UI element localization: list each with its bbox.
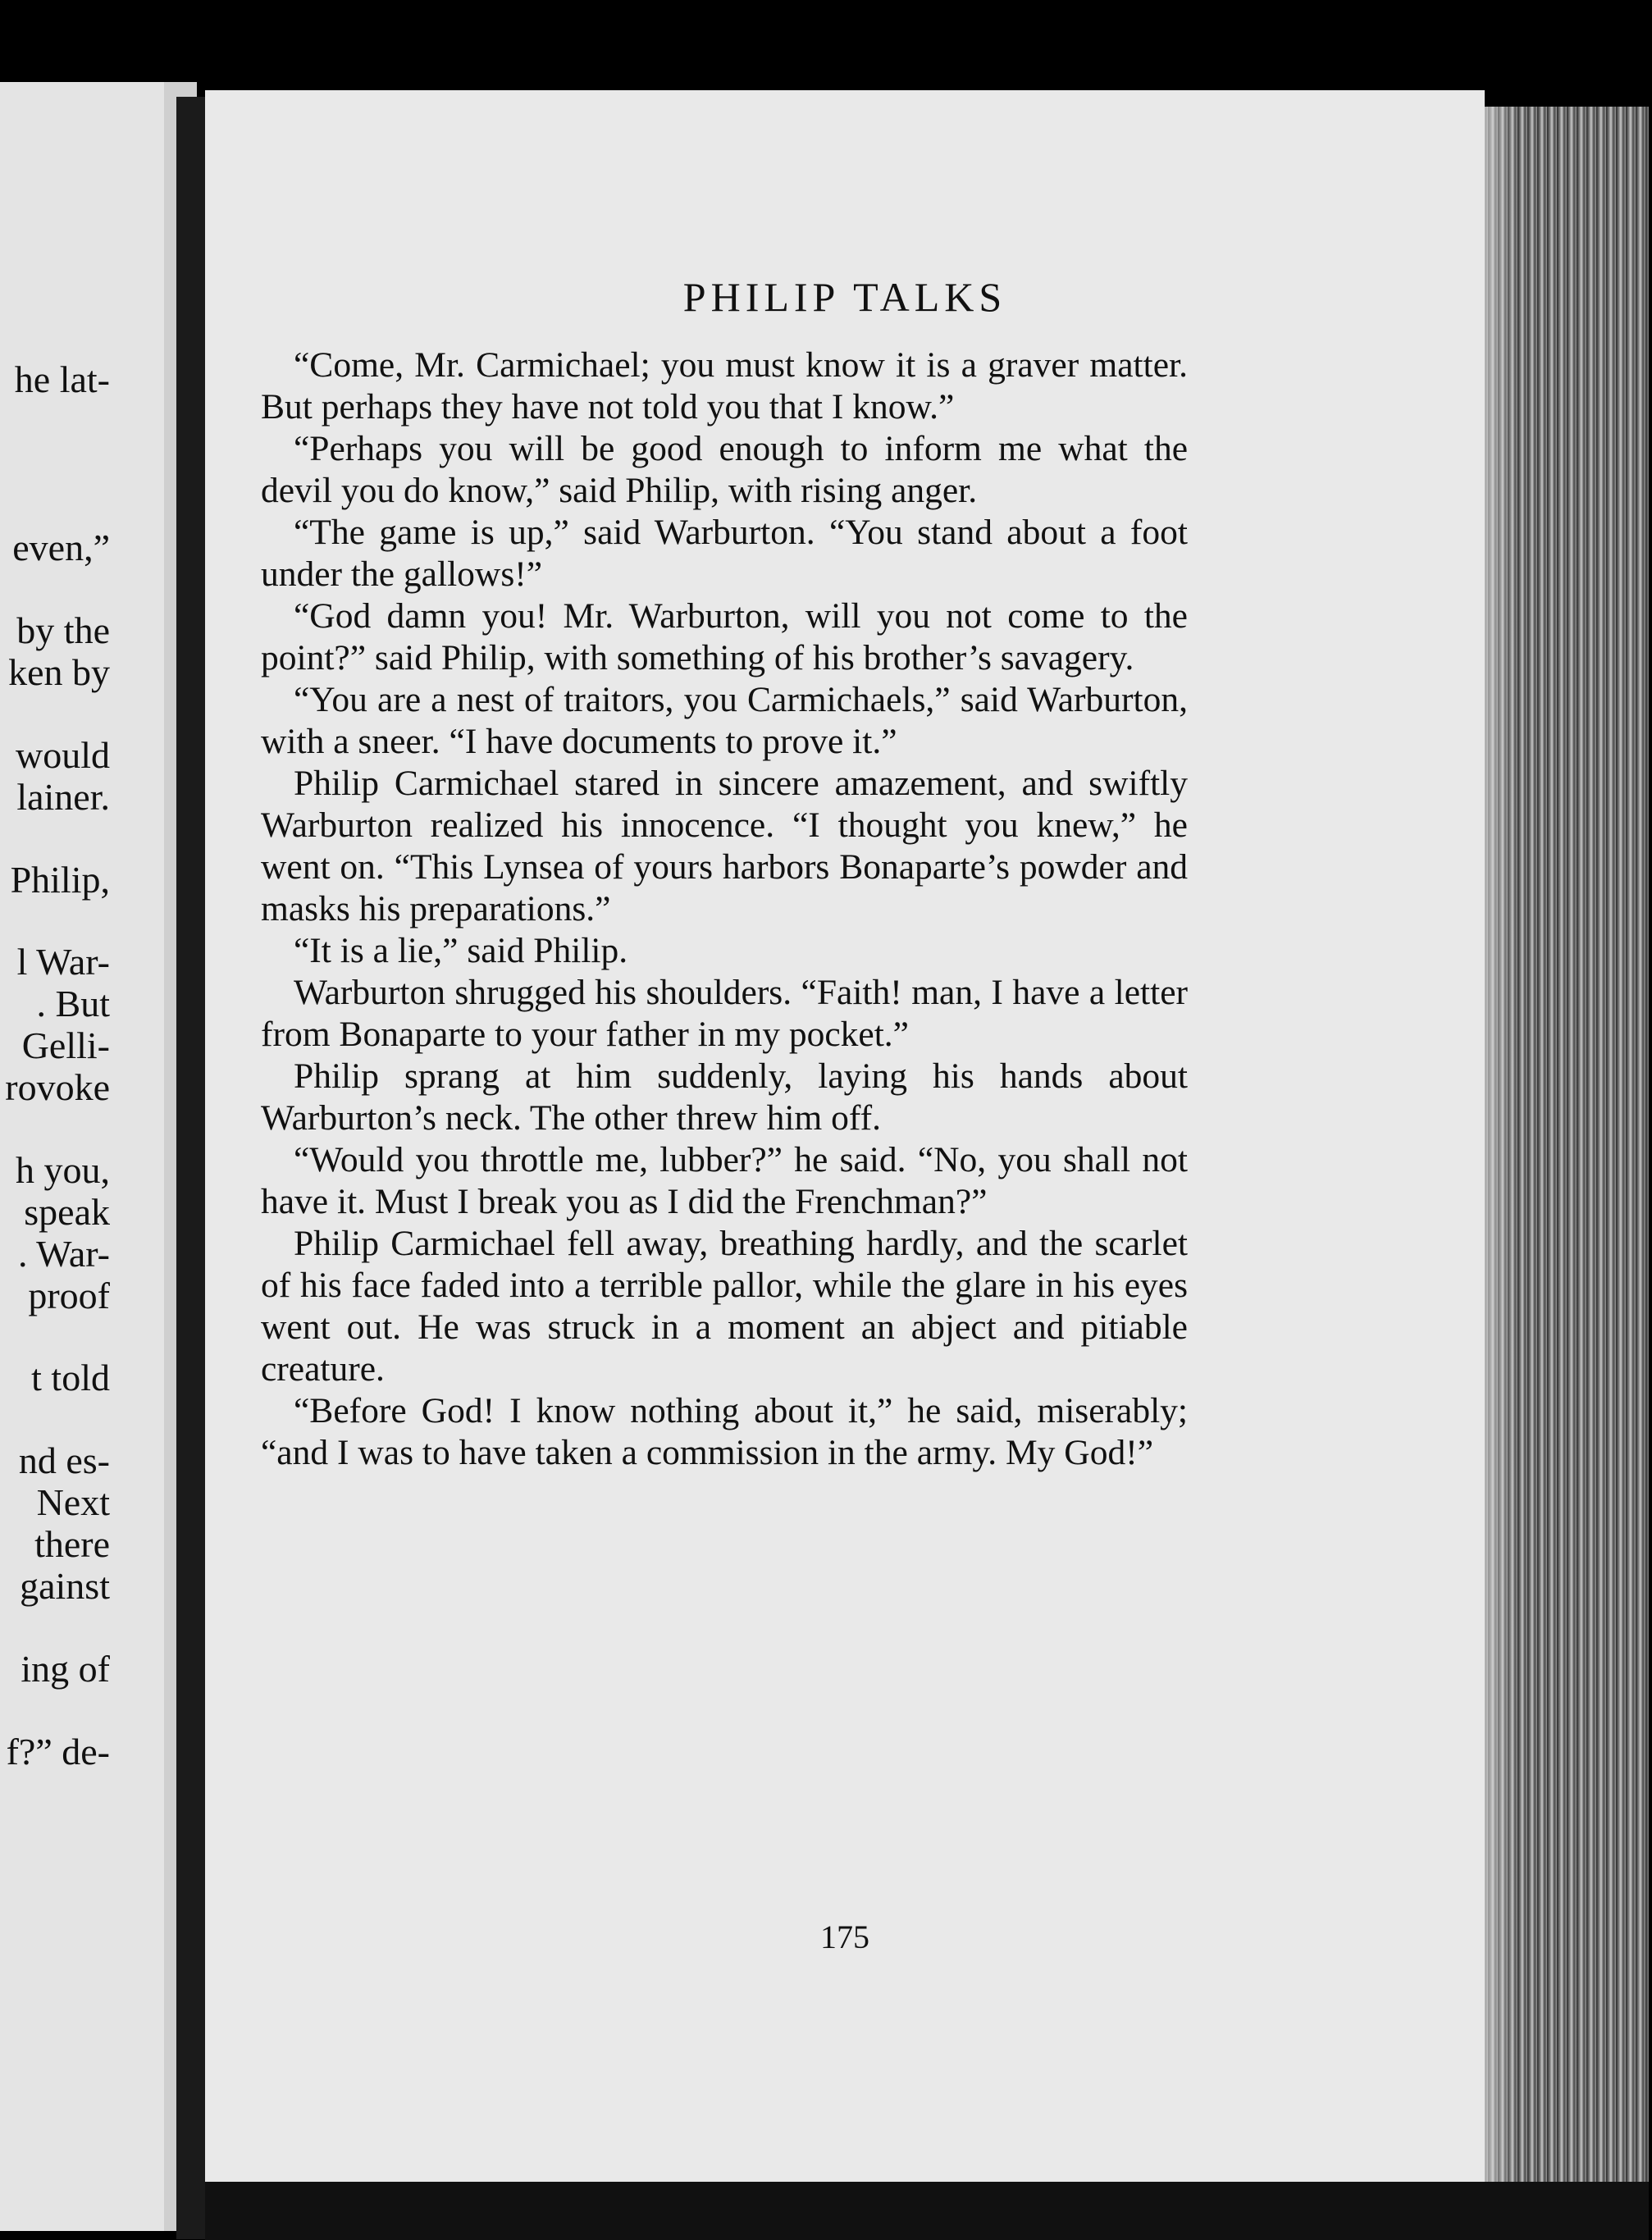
left-line: speak — [24, 1191, 110, 1233]
left-line: Next — [36, 1481, 110, 1523]
left-line: by the — [16, 609, 110, 651]
paragraph: “It is a lie,” said Philip. — [294, 931, 628, 970]
left-page-text — [0, 82, 164, 2231]
left-facing-page — [0, 82, 164, 2231]
book-page — [205, 90, 1485, 2215]
left-line: there — [34, 1523, 110, 1565]
running-head: PHILIP TALKS — [682, 274, 1007, 320]
left-line: nd es- — [18, 1439, 110, 1481]
paragraph: Warburton shrugged his shoulders. “Faith! man, I have a letter from Bonaparte to your father in my pocket.” — [261, 973, 1188, 1054]
left-line: f?” de- — [6, 1731, 110, 1772]
paragraph: “Perhaps you will be good enough to inform me what the devil you do know,” said Philip, with rising anger. — [261, 429, 1188, 510]
left-line: Philip, — [10, 859, 110, 901]
left-line: proof — [28, 1275, 110, 1316]
page-number: 175 — [820, 1918, 869, 1955]
paragraph: “Would you throttle me, lubber?” he said. “No, you shall not have it. Must I break you as I did the Frenchman?” — [261, 1140, 1188, 1221]
left-line: would — [16, 734, 110, 776]
paragraph: Philip sprang at him suddenly, laying his hands about Warburton’s neck. The other threw him off. — [261, 1056, 1188, 1138]
left-line: gainst — [20, 1565, 110, 1607]
paragraph: “You are a nest of traitors, you Carmichaels,” said Warburton, with a sneer. “I have documents to prove it.” — [261, 680, 1188, 761]
left-line: rovoke — [5, 1066, 110, 1108]
body-text — [261, 344, 1188, 1474]
left-line: l War- — [16, 941, 110, 983]
bottom-shadow — [205, 2182, 1649, 2240]
left-line: Gelli- — [21, 1024, 110, 1066]
paragraph: “The game is up,” said Warburton. “You stand about a foot under the gallows!” — [261, 513, 1188, 594]
left-line: even,” — [12, 527, 110, 568]
left-line: h you, — [16, 1149, 110, 1191]
paragraph: “God damn you! Mr. Warburton, will you not come to the point?” said Philip, with something of his brother’s savagery. — [261, 596, 1188, 677]
left-line: ken by — [8, 651, 110, 693]
left-line: t told — [31, 1357, 110, 1398]
paragraph: Philip Carmichael fell away, breathing hardly, and the scarlet of his face faded into a terrible pallor, while the glare in his eyes went out. He was struck in a moment an abject and pitiable creature. — [261, 1224, 1188, 1389]
left-line: lainer. — [16, 776, 110, 818]
left-line: ing of — [21, 1648, 110, 1690]
left-line: he lat- — [14, 358, 110, 400]
left-line: . War- — [17, 1233, 110, 1275]
paragraph: Philip Carmichael stared in sincere amazement, and swiftly Warburton realized his innocence. “I thought you knew,” he went on. “This Lynsea of yours harbors Bonaparte’s powder and masks his preparations.” — [261, 764, 1188, 928]
paragraph: “Before God! I know nothing about it,” he said, miserably; “and I was to have taken a commission in the army. My God!” — [261, 1391, 1188, 1472]
left-line: . But — [36, 983, 110, 1024]
paragraph: “Come, Mr. Carmichael; you must know it is a graver matter. But perhaps they have not told you that I know.” — [261, 345, 1188, 427]
